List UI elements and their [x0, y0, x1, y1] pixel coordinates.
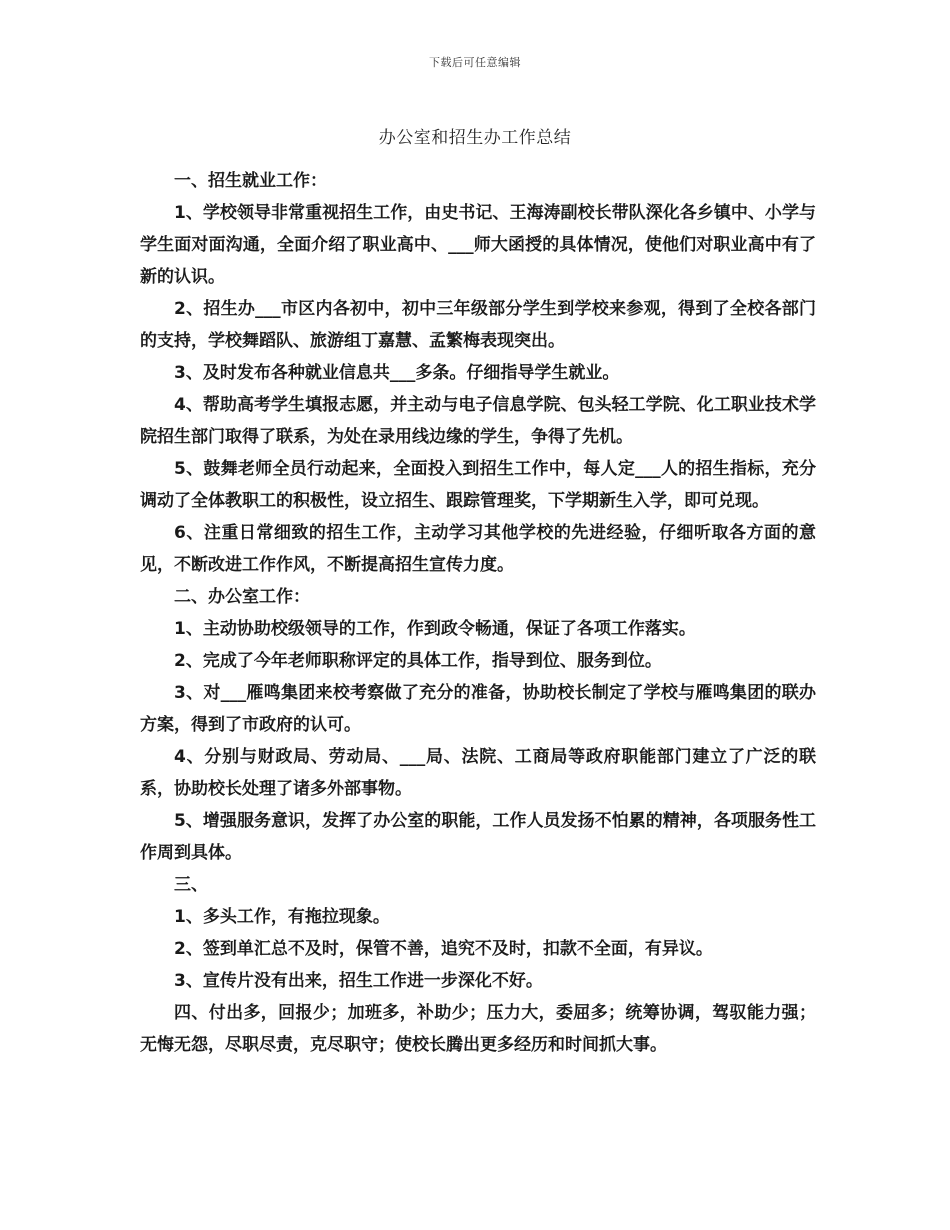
- header-note: 下载后可任意编辑: [429, 56, 521, 69]
- section-heading-2: 二、办公室工作：: [174, 587, 310, 607]
- document-title: 办公室和招生办工作总结: [378, 128, 572, 148]
- document-body: [140, 165, 816, 1061]
- paragraph: 3、宣传片没有出来，招生工作进一步深化不好。: [174, 971, 543, 991]
- paragraph: 3、及时发布各种就业信息共___多条。仔细指导学生就业。: [174, 363, 620, 383]
- section-heading-3: 三、: [174, 875, 208, 895]
- paragraph: 5、增强服务意识，发挥了办公室的职能，工作人员发扬不怕累的精神，各项服务性工作周到具体。: [140, 811, 816, 863]
- paragraph: 4、分别与财政局、劳动局、___局、法院、工商局等政府职能部门建立了广泛的联系，协助校长处理了诸多外部事物。: [140, 747, 816, 799]
- paragraph: 1、主动协助校级领导的工作，作到政令畅通，保证了各项工作落实。: [174, 619, 696, 639]
- paragraph: 2、完成了今年老师职称评定的具体工作，指导到位、服务到位。: [174, 651, 662, 671]
- paragraph: 4、帮助高考学生填报志愿，并主动与电子信息学院、包头轻工学院、化工职业技术学院招生部门取得了联系，为处在录用线边缘的学生，争得了先机。: [140, 395, 816, 447]
- section-heading-1: 一、招生就业工作：: [174, 171, 327, 191]
- paragraph: 1、学校领导非常重视招生工作，由史书记、王海涛副校长带队深化各乡镇中、小学与学生面对面沟通，全面介绍了职业高中、___师大函授的具体情况，使他们对职业高中有了新的认识。: [140, 203, 816, 287]
- paragraph: 3、对___雁鸣集团来校考察做了充分的准备，协助校长制定了学校与雁鸣集团的联办方案，得到了市政府的认可。: [140, 683, 816, 735]
- paragraph: 1、多头工作，有拖拉现象。: [174, 907, 390, 927]
- section-heading-4: 四、付出多，回报少；加班多，补助少；压力大，委屈多；统筹协调，驾驭能力强；无悔无怨，尽职尽责，克尽职守；使校长腾出更多经历和时间抓大事。: [140, 1003, 816, 1055]
- paragraph: 6、注重日常细致的招生工作，主动学习其他学校的先进经验，仔细听取各方面的意见，不断改进工作作风，不断提高招生宣传力度。: [140, 523, 816, 575]
- paragraph: 2、招生办___市区内各初中，初中三年级部分学生到学校来参观，得到了全校各部门的支持，学校舞蹈队、旅游组丁嘉慧、孟繁梅表现突出。: [140, 299, 816, 351]
- paragraph: 5、鼓舞老师全员行动起来，全面投入到招生工作中，每人定___人的招生指标，充分调动了全体教职工的积极性，设立招生、跟踪管理奖，下学期新生入学，即可兑现。: [140, 459, 816, 511]
- paragraph: 2、签到单汇总不及时，保管不善，追究不及时，扣款不全面，有异议。: [174, 939, 713, 959]
